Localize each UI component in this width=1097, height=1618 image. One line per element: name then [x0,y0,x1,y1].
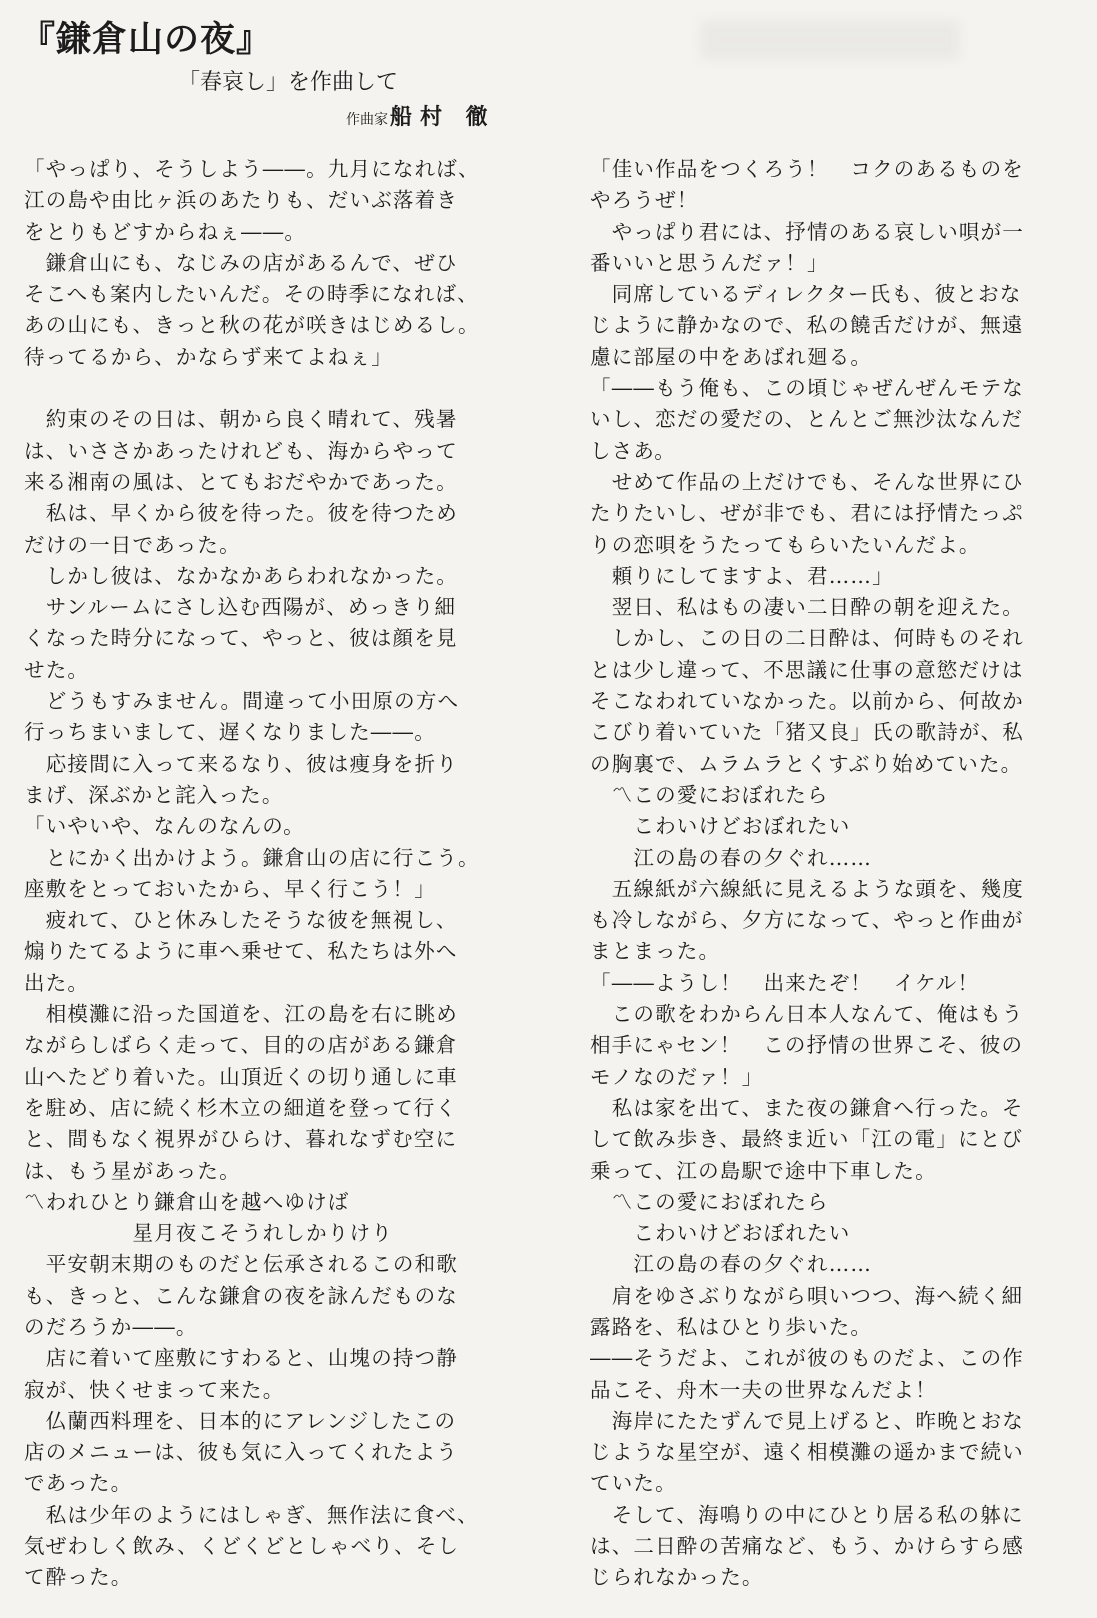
author-name: 船村 徹 [390,104,496,130]
text-line: 私は少年のようにはしゃぎ、無作法に食べ、 [24,1502,479,1527]
text-line: 私は、早くから彼を待った。彼を待つため [24,501,458,526]
text-line: 応接間に入って来るなり、彼は痩身を折り [24,751,458,776]
text-line: りの恋唄をうたってもらいたいんだよ。 [590,532,981,557]
text-line: 番いいと思うんだァ！」 [590,250,829,275]
left-column [24,154,516,1594]
text-line: そして、海鳴りの中にひとり居る私の躰に [590,1502,1024,1527]
text-line: しかし彼は、なかなかあらわれなかった。 [24,563,458,588]
text-line: 行っちまいまして、遅くなりました――。 [24,720,436,745]
text-line: も冷しながら、夕方になって、やっと作曲が [590,908,1024,933]
text-line: とは少し違って、不思議に仕事の意慾だけは [590,657,1024,682]
text-line: 〽われひとり鎌倉山を越へゆけば [24,1189,350,1214]
text-line: せた。 [24,657,90,682]
text-line: 海岸にたたずんで見上げると、昨晩とおな [590,1408,1024,1433]
text-line: 星月夜こそうれしかりけり [24,1221,393,1246]
text-line: 慮に部屋の中をあばれ廻る。 [590,344,873,369]
text-line: とにかく出かけよう。鎌倉山の店に行こう。 [24,845,480,870]
text-line: あの山にも、きっと秋の花が咲きはじめるし。 [24,313,480,338]
text-line: も、きっと、こんな鎌倉の夜を詠んだものな [24,1283,458,1308]
text-line: 疲れて、ひと休みしたそうな彼を無視し、 [24,908,458,933]
text-line: 肩をゆさぶりながら唄いつつ、海へ続く細 [590,1283,1024,1308]
text-line: サンルームにさし込む西陽が、めっきり細 [24,595,457,620]
text-line: は、いささかあったけれども、海からやって [24,438,458,463]
text-line: ――そうだよ、これが彼のものだよ、この作 [590,1346,1024,1371]
text-line: 約束のその日は、朝から良く晴れて、残暑 [24,407,458,432]
text-line: 煽りたてるように車へ乗せて、私たちは外へ [24,939,458,964]
author-role: 作曲家 [346,112,388,128]
text-line: して飲み歩き、最終ま近い「江の電」にとび [590,1127,1024,1152]
text-line: そこなわれていなかった。以前から、何故か [590,689,1024,714]
text-line: 同席しているディレクター氏も、彼とおな [590,282,1022,307]
text-line: 仏蘭西料理を、日本的にアレンジしたこの [24,1408,457,1433]
text-line: しさあ。 [590,438,676,463]
text-line: せめて作品の上だけでも、そんな世界にひ [590,469,1024,494]
text-line: 品こそ、舟木一夫の世界なんだよ！ [590,1377,937,1402]
text-line: じような星空が、遠く相模灘の遥かまで続い [590,1440,1024,1465]
text-line: 山へたどり着いた。山頂近くの切り通しに車 [24,1064,458,1089]
text-line: 翌日、私はもの凄い二日酔の朝を迎えた。 [590,595,1024,620]
text-line: 露路を、私はひとり歩いた。 [590,1314,873,1339]
text-line: じように静かなので、私の饒舌だけが、無遠 [590,313,1024,338]
text-line: 鎌倉山にも、なじみの店があるんで、ぜひ [24,250,458,275]
text-line: ていた。 [590,1471,677,1496]
text-line: しかし、この日の二日酔は、何時ものそれ [590,626,1024,651]
text-line: だけの一日であった。 [24,532,241,557]
text-line: 待ってるから、かならず来てよねぇ」 [24,344,393,369]
text-line: 「――ようし！ 出来たぞ！ イケル！ [590,970,980,995]
text-line: であった。 [24,1471,133,1496]
text-line: この歌をわからん日本人なんて、俺はもう [590,1002,1024,1027]
text-line: 「いやいや、なんのなんの。 [24,814,305,839]
text-line: 私は家を出て、また夜の鎌倉へ行った。そ [590,1095,1024,1120]
text-line: じられなかった。 [590,1565,764,1590]
text-line: モノなのだァ！」 [590,1064,764,1089]
text-line: まげ、深ぶかと詫入った。 [24,782,284,807]
text-line: ながらしばらく走って、目的の店がある鎌倉 [24,1033,458,1058]
text-line: 頼りにしてますよ、君……」 [590,563,894,588]
text-line: たりたいし、ぜが非でも、君には抒情たっぷ [590,501,1024,526]
text-line: を駐め、店に続く杉木立の細道を登って行く [24,1095,458,1120]
faint-bleed-through [700,20,960,60]
text-line: 〽この愛におぼれたら [590,1189,829,1214]
text-line: 気ぜわしく飲み、くどくどとしゃべり、そし [24,1534,460,1559]
text-line: いし、恋だの愛だの、とんとご無沙汰なんだ [590,407,1024,432]
text-line: のだろうか――。 [24,1314,198,1339]
text-line: 「佳い作品をつくろう！ コクのあるものを [590,157,1024,181]
text-line: 乗って、江の島駅で途中下車した。 [590,1158,937,1183]
text-line: 「――もう俺も、この頃じゃぜんぜんモテな [590,376,1024,401]
text-line: こわいけどおぼれたい [590,814,851,839]
text-line: 平安朝末期のものだと伝承されるこの和歌 [24,1252,458,1277]
text-line: 座敷をとっておいたから、早く行こう！」 [24,876,436,901]
text-line: 店に着いて座敷にすわると、山塊の持つ静 [24,1346,458,1371]
text-line: まとまった。 [590,939,721,964]
text-line: こわいけどおぼれたい [590,1221,851,1246]
text-line: 〽この愛におぼれたら [590,782,829,807]
text-line: をとりもどすからねぇ――。 [24,219,307,244]
text-line: は、もう星があった。 [24,1158,241,1183]
text-line: くなった時分になって、やっと、彼は顔を見 [24,626,458,651]
text-line: 五線紙が六線紙に見えるような頭を、幾度 [590,876,1024,901]
text-line: 店のメニューは、彼も気に入ってくれたよう [24,1440,458,1465]
essay-title: 『鎌倉山の夜』 [20,19,273,60]
paragraph-gap [24,373,516,404]
text-line: やっぱり君には、抒情のある哀しい唄が一 [590,219,1024,244]
text-line: 「やっぱり、そうしよう――。九月になれば、 [24,157,480,181]
text-line: どうもすみません。間違って小田原の方へ [24,689,460,714]
text-line: 相模灘に沿った国道を、江の島を右に眺め [24,1002,458,1027]
text-line: の胸裏で、ムラムラとくすぶり始めていた。 [590,751,1023,776]
text-line: 出た。 [24,970,90,995]
text-line: と、間もなく視界がひらけ、暮れなずむ空に [24,1127,458,1152]
text-line: 江の島の春の夕ぐれ…… [590,845,873,870]
text-line: やろうぜ！ [590,188,699,213]
byline [346,100,496,131]
text-line: 相手にゃセン！ この抒情の世界こそ、彼の [590,1033,1024,1058]
text-line: 寂が、快くせまって来た。 [24,1377,285,1402]
text-line: は、二日酔の苦痛など、もう、かけらすら感 [590,1534,1024,1559]
text-line: 江の島や由比ヶ浜のあたりも、だいぶ落着き [24,188,458,213]
essay-subtitle: 「春哀し」を作曲して [178,70,399,95]
text-line: 来る湘南の風は、とてもおだやかであった。 [24,469,458,494]
text-line: そこへも案内したいんだ。その時季になれば、 [24,282,479,307]
text-line: 江の島の春の夕ぐれ…… [590,1252,873,1277]
right-column [590,154,1060,1594]
text-line: こびり着いていた「猪又良」氏の歌詩が、私 [590,720,1024,745]
text-line: て酔った。 [24,1565,133,1590]
